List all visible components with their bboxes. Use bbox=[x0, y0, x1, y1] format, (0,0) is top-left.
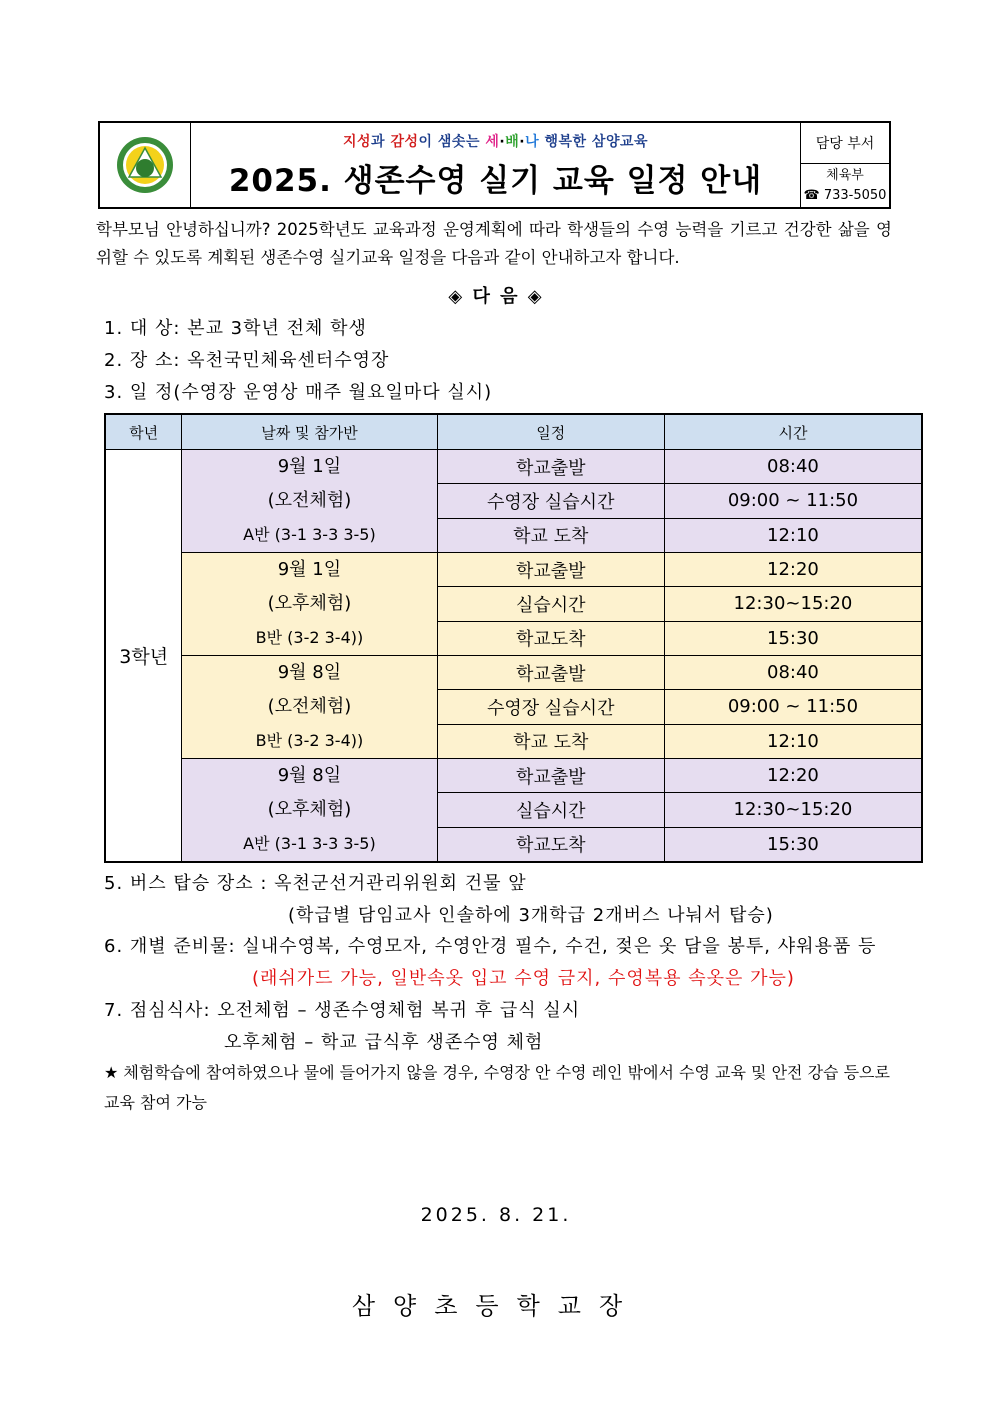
day-session: (오후체험) bbox=[267, 593, 352, 614]
day-classes: A반 (3-1 3-3 3-5) bbox=[243, 834, 376, 853]
item-supplies: 6. 개별 준비물: 실내수영복, 수영모자, 수영안경 필수, 수건, 젖은 옷 담을 봉투, 샤워용품 등 bbox=[104, 936, 877, 957]
header-grade: 학년 bbox=[105, 414, 182, 450]
section-title: ◈ 다 음 ◈ bbox=[448, 286, 544, 307]
intro-paragraph: 학부모님 안녕하십니까? 2025학년도 교육과정 운영계획에 따라 학생들의 수영 능력을 기르고 건강한 삶을 영위할 수 있도록 계획된 생존수영 실기교육 일정을 다음과 같이 안내하고자 합니다. bbox=[96, 220, 892, 267]
department-label: 담당 부서 bbox=[801, 123, 889, 164]
event-cell: 학교 도착 bbox=[437, 724, 664, 758]
header-time: 시간 bbox=[664, 414, 922, 450]
day-cell bbox=[182, 759, 437, 863]
header-event: 일정 bbox=[437, 414, 664, 450]
principal-signature: 삼양초등학교장 bbox=[351, 1292, 641, 1320]
time-cell: 12:30~15:20 bbox=[664, 793, 922, 827]
event-cell: 수영장 실습시간 bbox=[437, 484, 664, 518]
day-cell bbox=[182, 553, 437, 656]
time-cell: 12:30~15:20 bbox=[664, 587, 922, 621]
event-cell: 학교도착 bbox=[437, 827, 664, 862]
item-bus: 5. 버스 탑승 장소 : 옥천군선거관리위원회 건물 앞 bbox=[104, 873, 527, 894]
table-row bbox=[105, 759, 922, 793]
item-lunch-pm: 오후체험 – 학교 급식후 생존수영 체험 bbox=[224, 1032, 544, 1053]
item-supplies-note: (래쉬가드 가능, 일반속옷 입고 수영 금지, 수영복용 속옷은 가능) bbox=[252, 968, 795, 989]
table-row bbox=[105, 553, 922, 587]
day-classes: A반 (3-1 3-3 3-5) bbox=[243, 525, 376, 544]
school-logo bbox=[100, 123, 191, 207]
event-cell: 학교출발 bbox=[437, 656, 664, 690]
event-cell: 학교도착 bbox=[437, 621, 664, 655]
event-cell: 학교 도착 bbox=[437, 518, 664, 552]
participation-note: ★ 체험학습에 참여하였으나 물에 들어가지 않을 경우, 수영장 안 수영 레인 밖에서 수영 교육 및 안전 강습 등으로 교육 참여 가능 bbox=[104, 1063, 890, 1112]
time-cell: 15:30 bbox=[664, 621, 922, 655]
item-target: 1. 대 상: 본교 3학년 전체 학생 bbox=[104, 318, 367, 339]
day-date: 9월 8일 bbox=[277, 765, 342, 786]
header-box bbox=[98, 121, 891, 209]
event-cell: 학교출발 bbox=[437, 759, 664, 793]
event-cell: 실습시간 bbox=[437, 793, 664, 827]
day-cell bbox=[182, 450, 437, 553]
schedule-table bbox=[104, 413, 923, 863]
day-classes: B반 (3-2 3-4)) bbox=[255, 628, 364, 647]
table-header-row bbox=[105, 414, 922, 450]
day-session: (오후체험) bbox=[267, 799, 352, 820]
grade-cell: 3학년 bbox=[105, 450, 182, 863]
header-date-class: 날짜 및 참가반 bbox=[182, 414, 437, 450]
day-session: (오전체험) bbox=[267, 696, 352, 717]
event-cell: 학교출발 bbox=[437, 553, 664, 587]
day-session: (오전체험) bbox=[267, 490, 352, 511]
event-cell: 실습시간 bbox=[437, 587, 664, 621]
day-cell bbox=[182, 656, 437, 759]
event-cell: 수영장 실습시간 bbox=[437, 690, 664, 724]
time-cell: 12:20 bbox=[664, 759, 922, 793]
document-date: 2025. 8. 21. bbox=[420, 1204, 572, 1226]
table-row bbox=[105, 656, 922, 690]
time-cell: 08:40 bbox=[664, 450, 922, 484]
time-cell: 12:20 bbox=[664, 553, 922, 587]
table-row bbox=[105, 450, 922, 484]
day-date: 9월 8일 bbox=[277, 662, 342, 683]
time-cell: 15:30 bbox=[664, 827, 922, 862]
department-name: 체육부 bbox=[826, 167, 864, 183]
day-date: 9월 1일 bbox=[277, 456, 342, 477]
item-schedule: 3. 일 정(수영장 운영상 매주 월요일마다 실시) bbox=[104, 382, 493, 403]
department-phone: ☎ 733-5050 bbox=[803, 187, 887, 203]
school-emblem-icon bbox=[115, 135, 175, 195]
time-cell: 12:10 bbox=[664, 724, 922, 758]
item-bus-note: (학급별 담임교사 인솔하에 3개학급 2개버스 나눠서 탑승) bbox=[288, 905, 774, 926]
day-classes: B반 (3-2 3-4)) bbox=[255, 731, 364, 750]
time-cell: 09:00 ~ 11:50 bbox=[664, 690, 922, 724]
event-cell: 학교출발 bbox=[437, 450, 664, 484]
time-cell: 09:00 ~ 11:50 bbox=[664, 484, 922, 518]
item-lunch: 7. 점심식사: 오전체험 – 생존수영체험 복귀 후 급식 실시 bbox=[104, 1000, 581, 1021]
time-cell: 08:40 bbox=[664, 656, 922, 690]
document-title: 2025. 생존수영 실기 교육 일정 안내 bbox=[228, 162, 763, 199]
school-slogan: 지성과 감성이 샘솟는 세·배·나 행복한 삼양교육 bbox=[342, 133, 649, 150]
day-date: 9월 1일 bbox=[277, 559, 342, 580]
time-cell: 12:10 bbox=[664, 518, 922, 552]
item-place: 2. 장 소: 옥천국민체육센터수영장 bbox=[104, 350, 390, 371]
